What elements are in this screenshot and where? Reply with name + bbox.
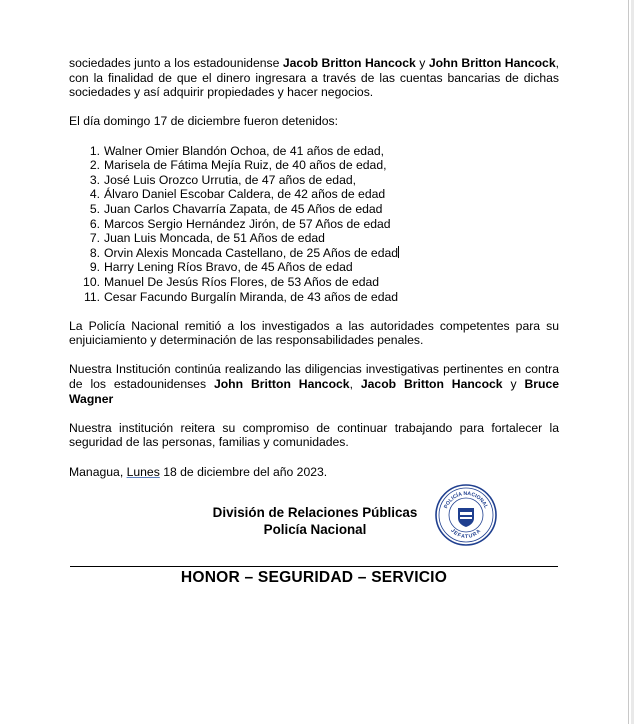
intro-text: sociedades junto a los estadounidense (69, 56, 283, 70)
text-cursor (398, 246, 399, 258)
detainee-list (69, 144, 559, 305)
detainee-item (83, 289, 559, 305)
continue-name-1: John Britton Hancock (213, 377, 350, 392)
detainee-item (89, 172, 559, 188)
intro-post: , con la finalidad de que el dinero ingresara a través de las cuentas bancarias de dichas sociedades y así adquirir propiedades y hacer negocios. (69, 56, 559, 100)
detainee-text: Marisela de Fátima Mejía Ruiz, de 40 años de edad, (104, 158, 387, 173)
continue-sep: , (349, 377, 361, 392)
detainee-item (89, 216, 559, 232)
continue-and: y (502, 377, 525, 392)
continue-name-2: Jacob Britton Hancock (360, 377, 503, 392)
footer-rule (70, 566, 558, 567)
dateline-day[interactable]: Lunes (126, 464, 160, 479)
detainee-text: Harry Lening Ríos Bravo, de 45 Años de edad (104, 260, 353, 275)
dateline-city: Managua, (69, 464, 127, 479)
intro-name-1: Jacob Britton Hancock (282, 56, 416, 70)
detainee-text: José Luis Orozco Urrutia, de 47 años de edad, (104, 172, 357, 187)
dateline (69, 465, 559, 480)
page-edge (628, 0, 629, 724)
signature-institution: Policía Nacional (263, 522, 367, 537)
detainee-number: 2. (89, 158, 100, 173)
detained-intro: El día domingo 17 de diciembre fueron detenidos: (69, 114, 338, 129)
commitment-paragraph: Nuestra institución reitera su compromiso de continuar trabajando para fortalecer la seguridad de las personas, familias y comunidades. (69, 420, 559, 450)
detainee-number: 8. (89, 245, 100, 260)
intro-name-2: John Britton Hancock (428, 56, 556, 70)
detainee-item (89, 187, 559, 202)
dateline-rest: 18 de diciembre del año 2023. (159, 464, 328, 479)
detainee-text: Juan Carlos Chavarría Zapata, de 45 Años de edad (104, 201, 383, 216)
motto: HONOR – SEGURIDAD – SERVICIO (180, 569, 448, 586)
detainee-text: Manuel De Jesús Ríos Flores, de 53 Años de edad (104, 274, 380, 289)
seal-top-text: POLICÍA NACIONAL (443, 490, 489, 510)
detainee-number: 3. (89, 172, 100, 187)
detainee-text: Juan Luis Moncada, de 51 Años de edad (104, 231, 325, 246)
detainee-number: 9. (89, 260, 100, 275)
intro-mid: y (415, 56, 429, 70)
remit-paragraph: La Policía Nacional remitió a los investigados a las autoridades competentes para su enjuiciamiento y determinación de las responsabilidades penales. (69, 318, 559, 348)
detainee-item (89, 245, 559, 261)
detainee-text: Cesar Facundo Burgalín Miranda, de 43 años de edad (104, 289, 399, 304)
detainee-number: 5. (89, 201, 100, 216)
police-seal-icon (434, 483, 498, 547)
continue-text: Nuestra Institución continúa realizando las diligencias investigativas pertinentes en contra de los estadounidenses (69, 362, 559, 392)
detainee-item (83, 274, 559, 290)
document-body (69, 56, 559, 479)
detainee-text: Orvin Alexis Moncada Castellano, de 25 Años de edad (104, 245, 399, 260)
detainee-number: 7. (89, 231, 100, 246)
detainee-text: Walner Omier Blandón Ochoa, de 41 años de edad, (104, 143, 385, 158)
signature-division: División de Relaciones Públicas (212, 505, 418, 520)
detainee-number: 4. (89, 187, 100, 202)
continue-paragraph (69, 362, 559, 406)
detainee-number: 11. (83, 289, 100, 304)
detainee-item (89, 231, 559, 246)
detainee-item (89, 143, 559, 159)
signature-block (190, 504, 440, 538)
detainee-number: 6. (89, 216, 100, 231)
detainee-text: Álvaro Daniel Escobar Caldera, de 42 años de edad (104, 187, 386, 202)
detainee-item (89, 201, 559, 217)
intro-paragraph (69, 56, 559, 100)
detainee-item (89, 260, 559, 275)
seal-bottom-text: JEFATURA (449, 527, 483, 541)
detainee-number: 1. (89, 143, 100, 158)
detainee-text: Marcos Sergio Hernández Jirón, de 57 Años de edad (104, 216, 391, 231)
continue-name-3: Bruce Wagner (69, 377, 560, 406)
detainee-item (89, 158, 559, 173)
detainee-number: 10. (83, 274, 100, 289)
